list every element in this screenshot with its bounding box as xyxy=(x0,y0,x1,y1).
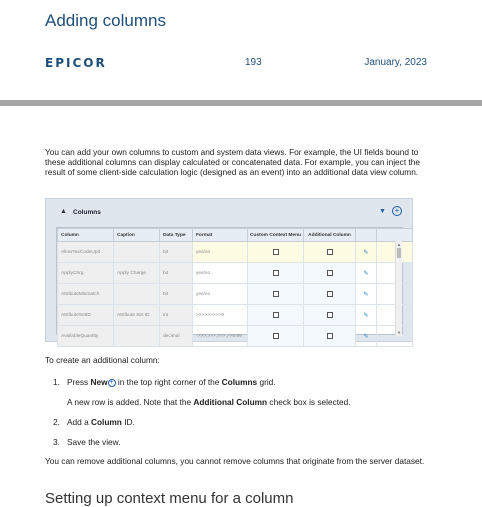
cell-column: AttributeMismatch xyxy=(58,284,114,305)
edit-icon[interactable]: ✎ xyxy=(363,249,369,256)
cell-edit xyxy=(356,242,377,263)
cell-data-type: decimal xyxy=(160,326,193,347)
cell-additional-column xyxy=(304,242,356,263)
chevron-up-icon[interactable]: ▲ xyxy=(60,208,67,215)
cell-caption xyxy=(114,284,160,305)
edit-icon[interactable]: ✎ xyxy=(363,270,369,277)
cell-edit xyxy=(356,305,377,326)
page-number: 193 xyxy=(245,57,262,68)
cell-custom-context-menu xyxy=(248,284,304,305)
cell-edit xyxy=(356,284,377,305)
col-header-format[interactable]: Format xyxy=(193,229,248,242)
cell-data-type: int xyxy=(160,305,193,326)
cell-data-type: bit xyxy=(160,242,193,263)
col-header-additional-column[interactable]: Additional Column xyxy=(304,229,356,242)
scroll-down-icon[interactable]: ▼ xyxy=(397,330,401,335)
cell-format: yes/no xyxy=(193,263,248,284)
edit-icon[interactable]: ✎ xyxy=(363,333,369,340)
step-number: 3. xyxy=(53,437,60,447)
cell-data-type: bit xyxy=(160,263,193,284)
checkbox-icon[interactable] xyxy=(327,291,333,297)
page-header xyxy=(45,56,425,70)
cell-column: AllowTaxCodeUpd xyxy=(58,242,114,263)
checkbox-icon[interactable] xyxy=(273,249,279,255)
header-divider xyxy=(0,100,482,106)
plus-circle-icon[interactable]: + xyxy=(392,206,402,216)
step-text: grid. xyxy=(257,377,276,387)
cell-additional-column xyxy=(304,326,356,347)
note-additional-column-label: Additional Column xyxy=(193,397,268,407)
cell-custom-context-menu xyxy=(248,326,304,347)
columns-grid-panel xyxy=(45,198,413,342)
grid-header xyxy=(46,199,412,225)
epicor-logo: EPICOR xyxy=(45,56,107,70)
columns-table xyxy=(56,227,403,340)
step-number: 2. xyxy=(53,417,60,427)
table-row[interactable] xyxy=(58,305,413,326)
checkbox-icon[interactable] xyxy=(327,333,333,339)
edit-icon[interactable]: ✎ xyxy=(363,312,369,319)
checkbox-icon[interactable] xyxy=(273,270,279,276)
cell-custom-context-menu xyxy=(248,242,304,263)
new-circle-icon: + xyxy=(109,379,114,386)
page-title: Adding columns xyxy=(45,11,166,30)
col-header-data-type[interactable]: Data Type xyxy=(160,229,193,242)
table-header-row xyxy=(58,229,413,242)
table-row[interactable] xyxy=(58,242,413,263)
checkbox-icon[interactable] xyxy=(327,312,333,318)
step-text: Press xyxy=(67,377,91,387)
cell-format: ->>>,>>>,>>>,>>9.99 xyxy=(193,326,248,347)
cell-edit xyxy=(356,326,377,347)
table-row[interactable] xyxy=(58,326,413,347)
filter-icon[interactable]: ▼ xyxy=(379,208,386,215)
col-header-caption[interactable]: Caption xyxy=(114,229,160,242)
cell-additional-column xyxy=(304,305,356,326)
step-2 xyxy=(53,417,135,427)
cell-column: AttributeSetID xyxy=(58,305,114,326)
step-number: 1. xyxy=(53,377,60,387)
cell-format: yes/no xyxy=(193,242,248,263)
table-row[interactable] xyxy=(58,284,413,305)
cell-additional-column xyxy=(304,263,356,284)
grid-title: Columns xyxy=(73,209,101,216)
step-columns-label: Columns xyxy=(221,377,258,387)
cell-caption xyxy=(114,242,160,263)
cell-caption xyxy=(114,326,160,347)
cell-additional-column xyxy=(304,284,356,305)
checkbox-icon[interactable] xyxy=(327,270,333,276)
checkbox-icon[interactable] xyxy=(327,249,333,255)
step-text: ID. xyxy=(121,417,135,427)
cell-caption: Apply Charge xyxy=(114,263,160,284)
step-new-label: New xyxy=(90,377,108,387)
step-1-note xyxy=(67,397,351,407)
cell-edit xyxy=(356,263,377,284)
step-column-label: Column xyxy=(91,417,122,427)
step-text: Save the view. xyxy=(67,437,121,447)
cell-data-type: bit xyxy=(160,284,193,305)
cell-column: ApplyChrg xyxy=(58,263,114,284)
note-text: check box is selected. xyxy=(267,397,351,407)
step-text: Add a xyxy=(67,417,91,427)
remove-note-paragraph: You can remove additional columns, you cannot remove columns that originate from the server dataset. xyxy=(45,456,425,466)
cell-column: AvailableQuantity xyxy=(58,326,114,347)
checkbox-icon[interactable] xyxy=(273,312,279,318)
col-header-blank xyxy=(377,229,413,242)
cell-custom-context-menu xyxy=(248,305,304,326)
step-text: in the top right corner of the xyxy=(115,377,222,387)
step-3 xyxy=(53,437,121,447)
checkbox-icon[interactable] xyxy=(273,333,279,339)
intro-paragraph: You can add your own columns to custom and system data views. For example, the UI fields bound to these additional columns can display calculated or concatenated data. For example, you can inject the result of some client-side calculation logic (designed as an event) into an additional data view column. xyxy=(45,147,420,177)
col-header-column[interactable]: Column xyxy=(58,229,114,242)
cell-format: >>>>>>>>>9 xyxy=(193,305,248,326)
page-date: January, 2023 xyxy=(364,57,427,68)
col-header-edit xyxy=(356,229,377,242)
scroll-thumb[interactable] xyxy=(397,248,401,258)
edit-icon[interactable]: ✎ xyxy=(363,291,369,298)
next-section-heading: Setting up context menu for a column xyxy=(45,490,294,507)
grid-scrollbar[interactable] xyxy=(395,241,402,336)
step-1 xyxy=(53,377,276,387)
table-row[interactable] xyxy=(58,263,413,284)
to-create-paragraph: To create an additional column: xyxy=(45,355,160,365)
note-text: A new row is added. Note that the xyxy=(67,397,194,407)
cell-format: yes/no xyxy=(193,284,248,305)
scroll-up-icon[interactable]: ▲ xyxy=(397,242,401,247)
col-header-custom-context-menu[interactable]: Custom Context Menu xyxy=(248,229,304,242)
cell-custom-context-menu xyxy=(248,263,304,284)
checkbox-icon[interactable] xyxy=(273,291,279,297)
cell-caption: Attribute Set ID xyxy=(114,305,160,326)
